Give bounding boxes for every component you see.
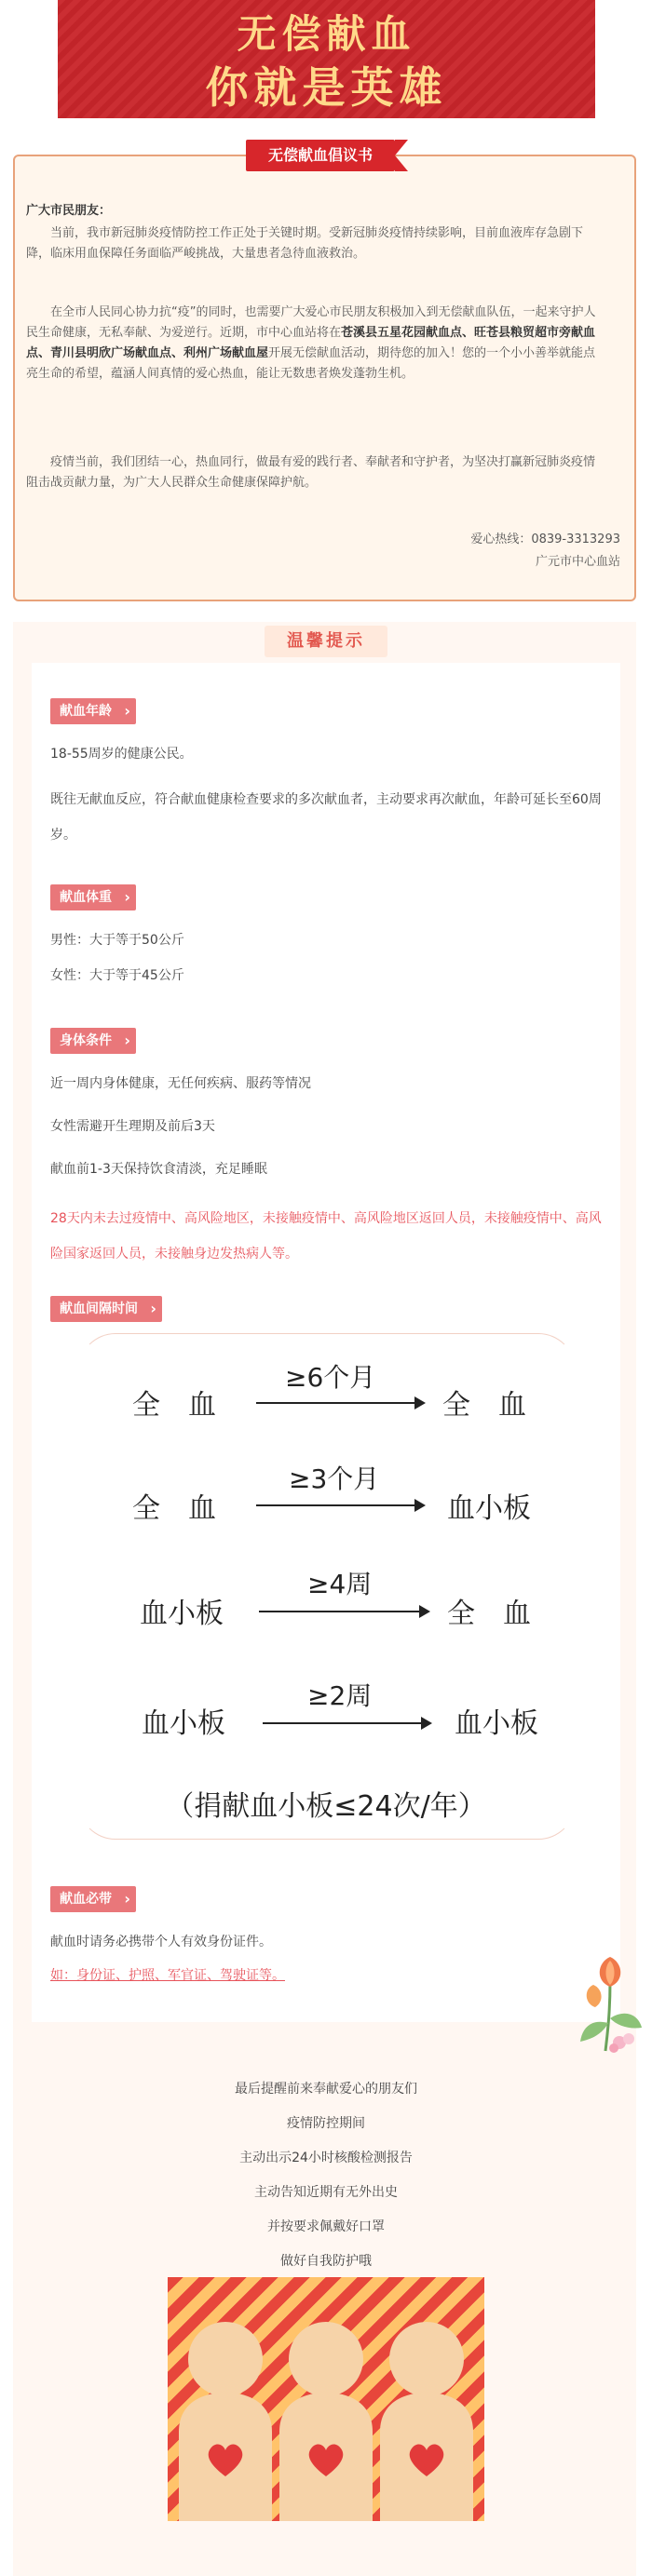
proposal-paragraph-2 [26, 303, 604, 384]
person-heart-icon [374, 2311, 479, 2521]
chevron-right-icon: › [124, 888, 130, 906]
interval-row-2-to: 血小板 [447, 1492, 531, 1525]
chevron-right-icon: › [150, 1300, 156, 1317]
proposal-tag: 无偿献血倡议书 [246, 140, 395, 171]
proposal-station: 广元市中心血站 [535, 555, 620, 569]
tips-title: 温馨提示 [287, 631, 365, 651]
age-line-1: 18-55周岁的健康公民。 [50, 747, 193, 762]
interval-row-1-from: 全 血 [132, 1389, 216, 1422]
chevron-right-icon: › [124, 1890, 130, 1908]
interval-row-4-from: 血小板 [142, 1707, 225, 1740]
arrow-right-icon [259, 1611, 428, 1612]
proposal-donation-sites: 苍溪县五星花园献血点、旺苍县粮贸超市旁献血点、青川县明欣广场献血点、利州广场献血屋 [26, 326, 596, 360]
proposal-paragraph-1: 当前，我市新冠肺炎疫情防控工作正处于关键时期。受新冠肺炎疫情持续影响，目前血液库存急剧下降，临床用血保障任务面临严峻挑战，大量患者急待血液救治。 [26, 226, 584, 261]
person-heart-icon [274, 2311, 378, 2521]
interval-row-2-from: 全 血 [132, 1492, 216, 1525]
interval-row-1-cond: ≥6个月 [285, 1362, 376, 1393]
proposal-paragraph-2-c: 开展无偿献血活动，期待您的加入！您的一个小小善举就能点亮生命的希望，蕴涵人间真情的爱心热血，能让无数患者焕发蓬勃生机。 [26, 346, 596, 381]
label-weight [50, 884, 136, 910]
closing-line-2: 疫情防控期间 [287, 2116, 365, 2131]
chevron-right-icon: › [124, 702, 130, 720]
arrow-right-icon [256, 1402, 424, 1404]
proposal-paragraph-2-a: 在全市人民同心协力抗“疫”的同时，也需要广大爱心市民朋友积极加入到无偿献血队伍，一起来守护人民生命健康，无私奉献、为爱逆行。近期，市中心血站将在 [26, 305, 596, 340]
interval-row-3-to: 全 血 [447, 1598, 531, 1630]
weight-female: 女性：大于等于45公斤 [50, 968, 184, 983]
interval-row-1-to: 全 血 [442, 1389, 526, 1422]
banner-title-line1: 无偿献血 [237, 11, 416, 57]
label-bring [50, 1886, 136, 1912]
platelet-limit-note: （捐献血小板≤24次/年） [166, 1790, 486, 1823]
banner-title-line2: 你就是英雄 [205, 62, 448, 113]
arrow-right-icon [263, 1722, 430, 1724]
arrow-right-icon [256, 1504, 424, 1506]
body-line-2: 女性需避开生理期及前后3天 [50, 1119, 215, 1134]
label-interval-text: 献血间隔时间 [60, 1301, 138, 1316]
interval-row-3-cond: ≥4周 [307, 1569, 373, 1599]
proposal-paragraph-3: 疫情当前，我们团结一心，热血同行，做最有爱的践行者、奉献者和守护者，为坚决打赢新冠肺炎疫情阻击战贡献力量，为广大人民群众生命健康保障护航。 [26, 455, 596, 490]
body-line-3: 献血前1-3天保持饮食清淡，充足睡眠 [50, 1162, 267, 1177]
chevron-right-icon: › [124, 1032, 130, 1049]
bring-line-1: 献血时请务必携带个人有效身份证件。 [50, 1935, 272, 1949]
label-interval [50, 1296, 162, 1322]
hero-banner [58, 0, 595, 118]
closing-line-1: 最后提醒前来奉献爱心的朋友们 [235, 2082, 417, 2097]
closing-line-3: 主动出示24小时核酸检测报告 [239, 2151, 413, 2165]
body-line-1: 近一周内身体健康，无任何疾病、服药等情况 [50, 1076, 311, 1091]
closing-line-4: 主动告知近期有无外出史 [254, 2185, 398, 2200]
flower-decoration-icon [573, 1953, 645, 2056]
proposal-tag-ribbon-tail [395, 140, 408, 171]
label-bring-text: 献血必带 [60, 1892, 112, 1907]
label-weight-text: 献血体重 [60, 890, 112, 905]
interval-row-3-from: 血小板 [140, 1598, 224, 1630]
closing-line-6: 做好自我防护哦 [280, 2254, 372, 2269]
weight-male: 男性：大于等于50公斤 [50, 933, 184, 948]
person-heart-icon [173, 2311, 278, 2521]
interval-row-4-cond: ≥2周 [307, 1680, 373, 1711]
body-warning: 28天内未去过疫情中、高风险地区，未接触疫情中、高风险地区返回人员，未接触疫情中、高风险国家返回人员，未接触身边发热病人等。 [50, 1211, 602, 1261]
proposal-greeting: 广大市民朋友： [26, 204, 112, 218]
closing-line-5: 并按要求佩戴好口罩 [267, 2219, 385, 2234]
interval-row-4-to: 血小板 [455, 1707, 538, 1740]
label-age [50, 698, 136, 724]
label-body [50, 1028, 136, 1054]
label-age-text: 献血年龄 [60, 704, 112, 719]
label-body-text: 身体条件 [60, 1033, 112, 1048]
proposal-hotline: 爱心热线：0839-3313293 [470, 533, 620, 546]
interval-row-2-cond: ≥3个月 [289, 1463, 380, 1494]
age-line-2: 既往无献血反应，符合献血健康检查要求的多次献血者，主动要求再次献血，年龄可延长至60周岁。 [50, 792, 602, 843]
bring-line-2: 如：身份证、护照、军官证、驾驶证等。 [50, 1968, 285, 1983]
